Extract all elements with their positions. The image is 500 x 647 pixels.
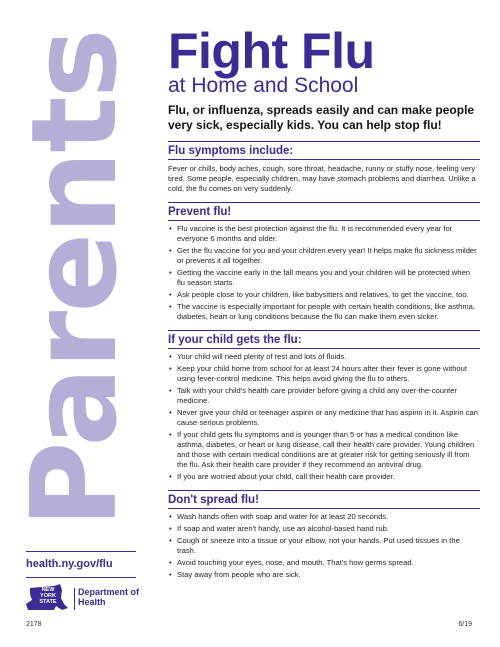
section-heading: Prevent flu! <box>168 202 480 221</box>
list-item: • Avoid touching your eyes, nose, and mouth. That's how germs spread. <box>168 558 480 568</box>
logo-state-words: NEW YORK STATE <box>39 587 57 605</box>
bullet-list <box>168 352 480 482</box>
list-item: • If you are worried about your child, call their health care provider. <box>168 472 480 482</box>
section-sick-child <box>168 330 480 482</box>
list-item: • If soap and water aren't handy, use an alcohol-based hand rub. <box>168 524 480 534</box>
nys-doh-logo <box>24 584 142 614</box>
page-subtitle: at Home and School <box>168 74 359 97</box>
list-item: • Get the flu vaccine for you and your children every year! It helps make flu sickness milder or prevents it all together. <box>168 246 480 266</box>
bullet-list <box>168 224 480 322</box>
logo-department: Department of Health <box>78 587 140 607</box>
section-heading: If your child gets the flu: <box>168 330 480 349</box>
document-code: 2178 <box>26 621 42 628</box>
intro-text: Flu, or influenza, spreads easily and can make people very sick, especially kids. You can help stop flu! <box>168 103 475 132</box>
bullet-list <box>168 512 480 580</box>
list-item: • If your child gets flu symptoms and is younger than 5 or has a medical condition like asthma, diabetes, or heart or lung disease, call their health care provider. Young children and those with certain medical conditions are at greater risk for getting seriously ill from the flu. Ask their health care provider if they recommend an antiviral drug. <box>168 430 480 470</box>
url-rule-bottom <box>26 577 136 578</box>
list-item: • Keep your child home from school for at least 24 hours after their fever is gone without using fever-control medicine. This helps avoid giving the flu to others. <box>168 364 480 384</box>
list-item: • Ask people close to your children, like babysitters and relatives, to get the vaccine, too. <box>168 290 480 300</box>
section-dont-spread <box>168 490 480 580</box>
section-symptoms <box>168 141 480 194</box>
section-heading: Don't spread flu! <box>168 490 480 509</box>
list-item: • Getting the vaccine early in the fall means you and your children will be protected when flu season starts. <box>168 268 480 288</box>
document-date: 6/19 <box>458 621 472 628</box>
section-heading: Flu symptoms include: <box>168 141 480 160</box>
vertical-title-parents: Parents <box>5 30 143 528</box>
url-rule-top <box>26 551 136 552</box>
vertical-title-area <box>4 14 144 544</box>
page-title: Fight Flu <box>168 23 375 79</box>
list-item: • Talk with your child's health care provider before giving a child any over-the-counter medicine. <box>168 386 480 406</box>
main-content <box>168 23 480 582</box>
list-item: • The vaccine is especially important for people with certain health conditions, like asthma, diabetes, heart or lung conditions because the flu can make them even sicker. <box>168 302 480 322</box>
list-item: • Flu vaccine is the best protection against the flu. It is recommended every year for everyone 6 months and older. <box>168 224 480 244</box>
list-item: • Wash hands often with soap and water for at least 20 seconds. <box>168 512 480 522</box>
list-item: • Never give your child or teenager aspirin or any medicine that has aspirin in it. Aspirin can cause serious problems. <box>168 408 480 428</box>
list-item: • Stay away from people who are sick. <box>168 570 480 580</box>
logo-divider <box>74 588 75 610</box>
list-item: • Cough or sneeze into a tissue or your elbow, not your hands. Put used tissues in the trash. <box>168 536 480 556</box>
section-prevent <box>168 202 480 322</box>
section-paragraph: Fever or chills, body aches, cough, sore throat, headache, runny or stuffy nose, feeling very tired. Some people, especially children, may have stomach problems and diarrhea. Unlike a cold, the flu comes on very suddenly. <box>168 164 476 193</box>
website-link[interactable]: health.ny.gov/flu <box>26 558 113 570</box>
list-item: • Your child will need plenty of rest and lots of fluids. <box>168 352 480 362</box>
